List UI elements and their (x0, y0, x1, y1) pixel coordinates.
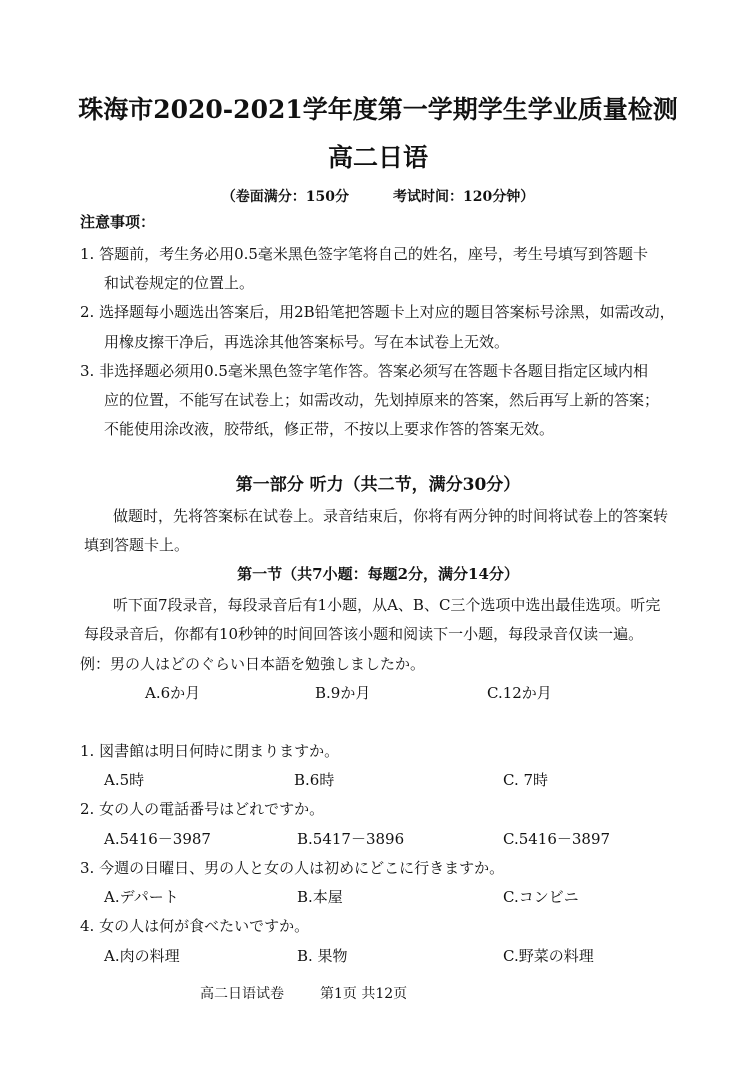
question-3-option-c: C.コンビニ (503, 888, 579, 906)
section1-intro-line1: 听下面7段录音，每段录音后有1小题，从A、B、C三个选项中选出最佳选项。听完 (113, 596, 661, 614)
question-1: 1. 図書館は明日何時に閉まりますか。 (80, 742, 340, 760)
question-4-option-b: B. 果物 (297, 947, 348, 965)
example-option-a: A.6か月 (145, 684, 201, 702)
question-4-option-c: C.野菜の料理 (503, 947, 594, 965)
exam-subtitle: 高二日语 (327, 143, 428, 172)
question-1-option-b: B.6時 (294, 771, 335, 789)
part1-heading: 第一部分 听力（共二节，满分30分） (235, 475, 521, 495)
question-1-option-a: A.5時 (104, 771, 145, 789)
footer-exam-name: 高二日语试卷 (200, 986, 284, 1002)
part1-intro-line1: 做题时，先将答案标在试卷上。录音结束后，你将有两分钟的时间将试卷上的答案转 (113, 507, 669, 525)
note-2-line2: 用橡皮擦干净后，再选涂其他答案标号。写在本试卷上无效。 (104, 333, 510, 351)
question-4-option-a: A.肉の料理 (104, 947, 180, 965)
exam-title: 珠海市2020-2021学年度第一学期学生学业质量检测 (78, 95, 678, 124)
question-3-option-b: B.本屋 (297, 888, 343, 906)
notes-heading: 注意事项： (80, 213, 156, 231)
question-3: 3. 今週の日曜日、男の人と女の人は初めにどこに行きますか。 (80, 859, 505, 877)
note-3-line1: 3. 非选择题必须用0.5毫米黑色签字笔作答。答案必须写在答题卡各题目指定区域内相 (80, 362, 648, 380)
question-2-option-b: B.5417－3896 (297, 830, 405, 848)
question-2-option-a: A.5416－3987 (104, 830, 211, 848)
note-2-line1: 2. 选择题每小题选出答案后，用2B铅笔把答题卡上对应的题目答案标号涂黑，如需改动， (80, 303, 675, 321)
question-3-option-a: A.デパート (104, 888, 179, 906)
exam-time: 考试时间：120分钟） (393, 189, 535, 205)
part1-intro-line2: 填到答题卡上。 (84, 536, 190, 554)
note-3-line3: 不能使用涂改液，胶带纸，修正带，不按以上要求作答的答案无效。 (104, 420, 555, 438)
example-question: 例：男の人はどのぐらい日本語を勉強しましたか。 (80, 655, 426, 673)
question-2: 2. 女の人の電話番号はどれですか。 (80, 800, 325, 818)
example-option-b: B.9か月 (315, 684, 371, 702)
page-footer (200, 983, 407, 1003)
question-4: 4. 女の人は何が食べたいですか。 (80, 917, 310, 935)
question-2-option-c: C.5416－3897 (503, 830, 611, 848)
footer-page-info: 第1页 共12页 (320, 986, 408, 1002)
section1-intro-line2: 每段录音后，你都有10秒钟的时间回答该小题和阅读下一小题，每段录音仅读一遍。 (84, 625, 644, 643)
note-3-line2: 应的位置，不能写在试卷上；如需改动，先划掉原来的答案，然后再写上新的答案； (104, 391, 660, 409)
example-option-c: C.12か月 (487, 684, 552, 702)
section1-heading: 第一节（共7小题：每题2分，满分14分） (237, 565, 519, 583)
question-1-option-c: C. 7時 (503, 771, 549, 789)
note-1-line1: 1. 答题前，考生务必用0.5毫米黑色签字笔将自己的姓名，座号，考生号填写到答题卡 (80, 245, 648, 263)
full-score: （卷面满分：150分 (221, 189, 349, 205)
note-1-line2: 和试卷规定的位置上。 (104, 274, 255, 292)
exam-meta (0, 186, 756, 206)
